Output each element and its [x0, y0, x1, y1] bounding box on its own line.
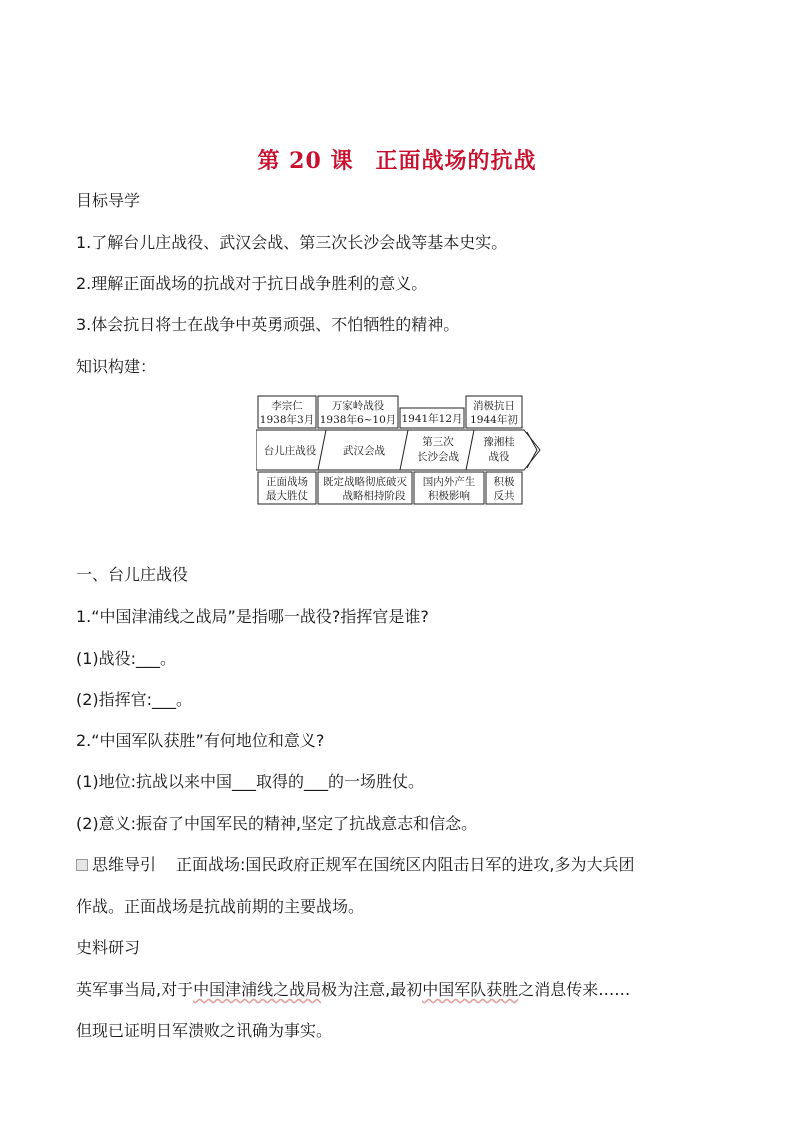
bottom-3-line1: 国内外产生	[422, 476, 476, 488]
source-line-2: 但现已证明日军溃败之讯确为事实。	[76, 1021, 333, 1040]
middle-3-line2: 长沙会战	[417, 451, 459, 463]
source-heading: 史料研习	[76, 938, 141, 957]
knowledge-heading: 知识构建：	[76, 357, 157, 376]
page-title	[0, 144, 794, 175]
top-1-line1: 李宗仁	[271, 400, 303, 412]
diagram-arrow-inner	[527, 432, 537, 468]
guide-label: 思维导引	[92, 855, 157, 874]
bottom-4-line2: 反共	[493, 490, 515, 502]
lesson-number: 第 20 课	[257, 148, 354, 174]
question-1a: (1)战役:___。	[76, 649, 177, 668]
top-4-line2: 1944年初	[470, 414, 518, 426]
source-text: 英军事当局,对于	[76, 980, 194, 999]
question-2a: (1)地位:抗战以来中国___取得的___的一场胜仗。	[76, 772, 425, 791]
middle-4-line2: 战役	[488, 451, 510, 463]
guide-text-1: 正面战场:国民政府正规军在国统区内阻击日军的进攻,多为大兵团	[176, 855, 635, 874]
thinking-guide	[76, 854, 635, 876]
knowledge-diagram	[256, 394, 542, 506]
goal-item-1: 1.了解台儿庄战役、武汉会战、第三次长沙会战等基本史实。	[76, 233, 508, 252]
top-4-line1: 消极抗日	[473, 400, 515, 412]
guide-icon	[76, 859, 88, 871]
middle-1: 台儿庄战役	[263, 445, 317, 457]
middle-4-line1: 豫湘桂	[483, 436, 515, 448]
source-highlight-2: 中国军队获胜	[422, 980, 519, 999]
bottom-2-line1: 既定战略彻底破灭	[323, 476, 407, 488]
question-1: 1.“中国津浦线之战局”是指哪一战役?指挥官是谁?	[76, 607, 429, 626]
guide-text-2: 作战。正面战场是抗战前期的主要战场。	[76, 897, 365, 916]
bottom-1-line2: 最大胜仗	[266, 490, 308, 502]
bottom-4-line1: 积极	[493, 476, 515, 488]
middle-divider-3	[466, 430, 474, 470]
middle-divider-2	[400, 430, 408, 470]
bottom-3-line2: 积极影响	[428, 490, 470, 502]
top-3-line2: 1941年12月	[401, 413, 463, 425]
source-highlight-1: 中国津浦线之战局	[193, 980, 322, 999]
goal-item-3: 3.体会抗日将士在战争中英勇顽强、不怕牺牲的精神。	[76, 315, 460, 334]
source-text: 之消息传来……	[518, 980, 631, 999]
bottom-1-line1: 正面战场	[266, 476, 308, 488]
section-heading: 一、台儿庄战役	[76, 565, 189, 584]
question-2: 2.“中国军队获胜”有何地位和意义?	[76, 731, 325, 750]
top-2-line1: 万家岭战役	[331, 400, 385, 412]
goals-heading: 目标导学	[76, 191, 141, 210]
top-2-line2: 1938年6~10月	[319, 414, 397, 426]
goal-item-2: 2.理解正面战场的抗战对于抗日战争胜利的意义。	[76, 274, 428, 293]
question-1b: (2)指挥官:___。	[76, 690, 193, 709]
middle-divider-1	[318, 430, 326, 470]
top-1-line2: 1938年3月	[259, 414, 315, 426]
source-text: 极为注意,最初	[321, 980, 423, 999]
middle-3-line1: 第三次	[422, 436, 454, 448]
lesson-name: 正面战场的抗战	[375, 148, 537, 174]
bottom-2-line2: 战略相持阶段	[342, 490, 406, 502]
middle-2: 武汉会战	[343, 445, 385, 457]
source-line-1	[76, 979, 630, 1001]
question-2b: (2)意义:振奋了中国军民的精神,坚定了抗战意志和信念。	[76, 814, 478, 833]
